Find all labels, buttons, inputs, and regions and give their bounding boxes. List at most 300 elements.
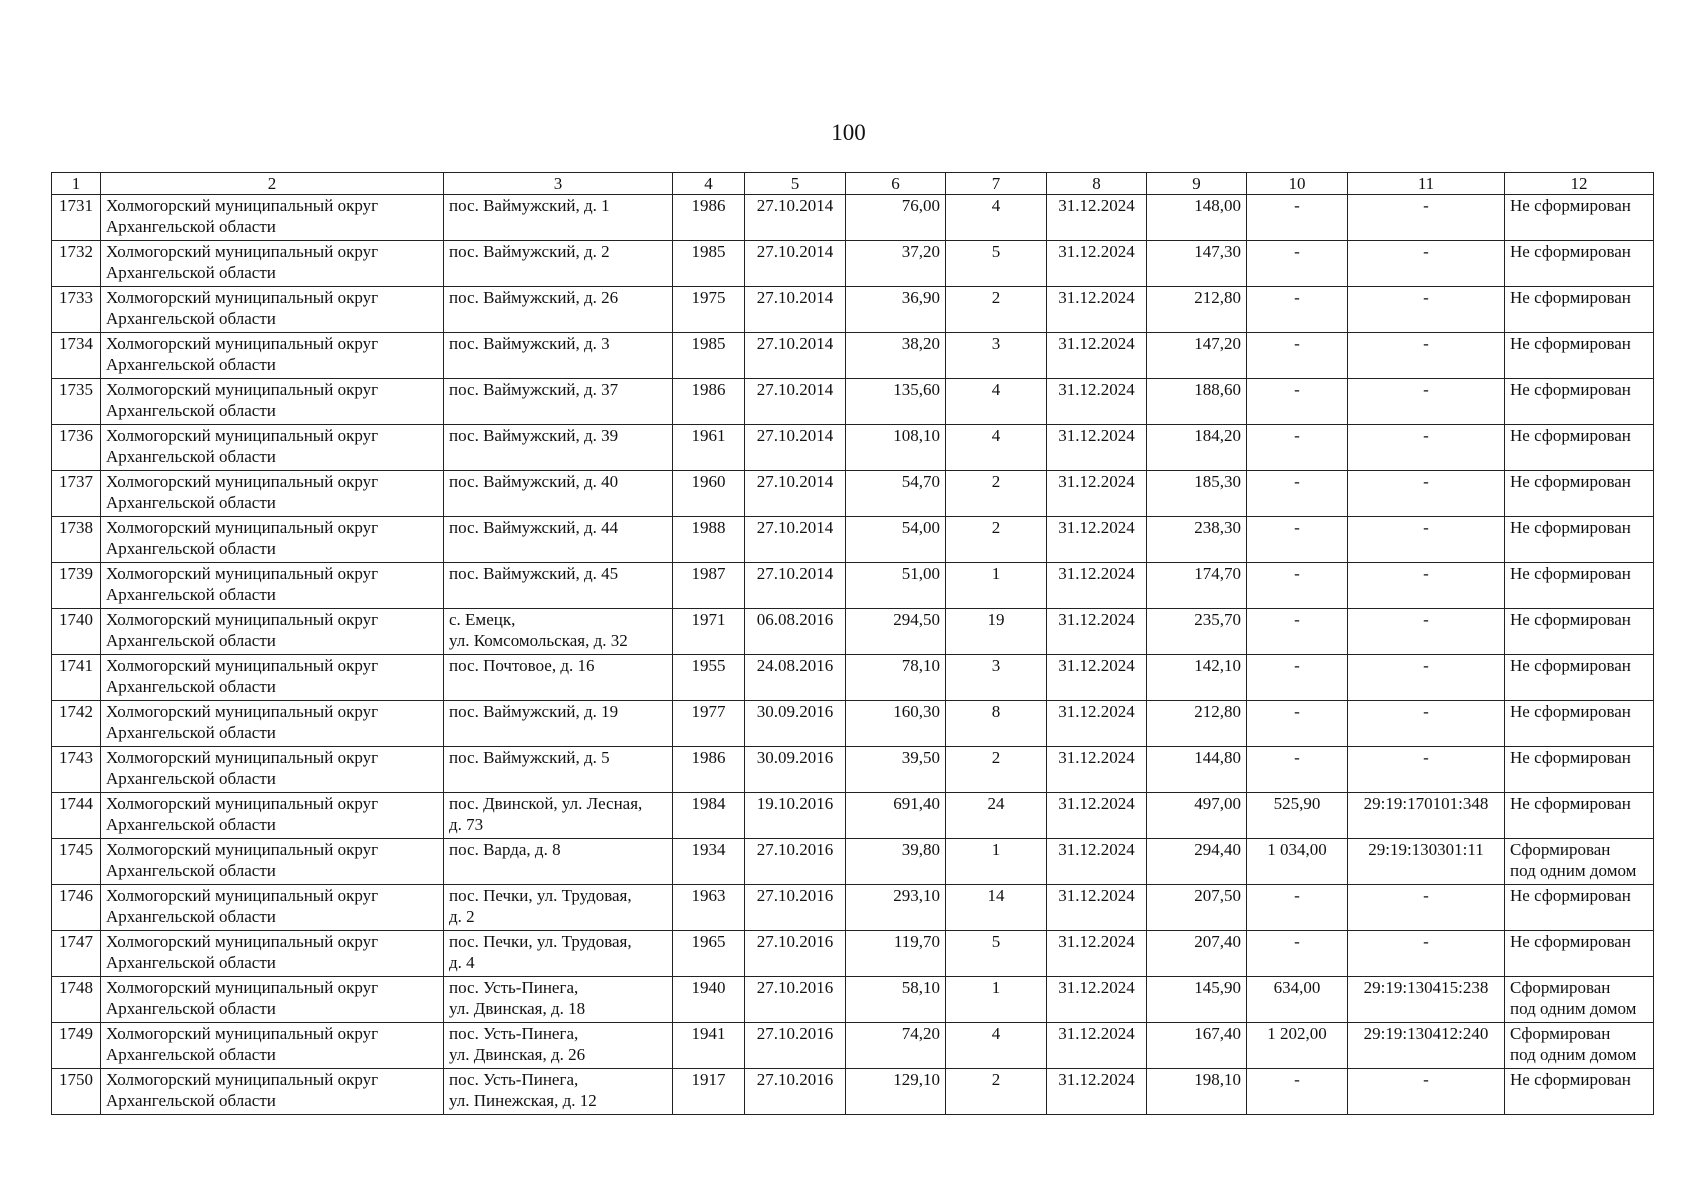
municipality-cell xyxy=(101,287,444,333)
date-cell: 27.10.2014 xyxy=(745,517,846,563)
value9-cell: 147,30 xyxy=(1147,241,1247,287)
municipality-cell xyxy=(101,977,444,1023)
year-cell: 1961 xyxy=(673,425,745,471)
status-cell-line: Не сформирован xyxy=(1510,380,1631,399)
row-number: 1743 xyxy=(52,747,101,793)
address-cell-line: пос. Ваймужский, д. 5 xyxy=(449,748,610,767)
area-cell: 51,00 xyxy=(846,563,946,609)
date-cell: 27.10.2014 xyxy=(745,425,846,471)
row-number: 1748 xyxy=(52,977,101,1023)
address-cell xyxy=(444,425,673,471)
cadastral-cell: - xyxy=(1348,241,1505,287)
deadline-cell: 31.12.2024 xyxy=(1047,241,1147,287)
municipality-cell-line: Холмогорский муниципальный округ xyxy=(106,196,379,215)
municipality-cell-line: Холмогорский муниципальный округ xyxy=(106,1024,379,1043)
status-cell-line: Не сформирован xyxy=(1510,518,1631,537)
municipality-cell-line: Холмогорский муниципальный округ xyxy=(106,518,379,537)
value9-cell: 185,30 xyxy=(1147,471,1247,517)
row-number: 1741 xyxy=(52,655,101,701)
value9-cell: 174,70 xyxy=(1147,563,1247,609)
municipality-cell-line: Архангельской области xyxy=(106,585,276,604)
municipality-cell-line: Холмогорский муниципальный округ xyxy=(106,426,379,445)
column-header-6: 6 xyxy=(846,173,946,195)
status-cell xyxy=(1505,425,1654,471)
cadastral-cell: 29:19:170101:348 xyxy=(1348,793,1505,839)
status-cell-line: Не сформирован xyxy=(1510,564,1631,583)
status-cell-line: Не сформирован xyxy=(1510,242,1631,261)
cadastral-cell: - xyxy=(1348,425,1505,471)
date-cell: 27.10.2014 xyxy=(745,287,846,333)
year-cell: 1987 xyxy=(673,563,745,609)
deadline-cell: 31.12.2024 xyxy=(1047,563,1147,609)
value9-cell: 188,60 xyxy=(1147,379,1247,425)
value10-cell: - xyxy=(1247,241,1348,287)
municipality-cell-line: Архангельской области xyxy=(106,953,276,972)
municipality-cell-line: Архангельской области xyxy=(106,815,276,834)
area-cell: 78,10 xyxy=(846,655,946,701)
count-cell: 14 xyxy=(946,885,1047,931)
value9-cell: 144,80 xyxy=(1147,747,1247,793)
deadline-cell: 31.12.2024 xyxy=(1047,977,1147,1023)
municipality-cell xyxy=(101,931,444,977)
year-cell: 1934 xyxy=(673,839,745,885)
date-cell: 27.10.2016 xyxy=(745,977,846,1023)
deadline-cell: 31.12.2024 xyxy=(1047,471,1147,517)
address-cell xyxy=(444,241,673,287)
address-cell xyxy=(444,1069,673,1115)
status-cell-line: под одним домом xyxy=(1510,999,1637,1018)
cadastral-cell: - xyxy=(1348,287,1505,333)
table-body xyxy=(52,195,1654,1115)
address-cell xyxy=(444,747,673,793)
address-cell-line: пос. Ваймужский, д. 40 xyxy=(449,472,619,491)
area-cell: 37,20 xyxy=(846,241,946,287)
municipality-cell-line: Холмогорский муниципальный округ xyxy=(106,886,379,905)
count-cell: 5 xyxy=(946,931,1047,977)
year-cell: 1955 xyxy=(673,655,745,701)
municipality-cell-line: Архангельской области xyxy=(106,861,276,880)
area-cell: 58,10 xyxy=(846,977,946,1023)
value10-cell: - xyxy=(1247,931,1348,977)
value9-cell: 235,70 xyxy=(1147,609,1247,655)
status-cell-line: Сформирован xyxy=(1510,1024,1611,1043)
year-cell: 1941 xyxy=(673,1023,745,1069)
value9-cell: 212,80 xyxy=(1147,701,1247,747)
municipality-cell-line: Архангельской области xyxy=(106,447,276,466)
table-row xyxy=(52,517,1654,563)
count-cell: 1 xyxy=(946,839,1047,885)
status-cell xyxy=(1505,517,1654,563)
value10-cell: 634,00 xyxy=(1247,977,1348,1023)
cadastral-cell: - xyxy=(1348,701,1505,747)
value9-cell: 294,40 xyxy=(1147,839,1247,885)
date-cell: 27.10.2014 xyxy=(745,379,846,425)
deadline-cell: 31.12.2024 xyxy=(1047,747,1147,793)
cadastral-cell: - xyxy=(1348,471,1505,517)
year-cell: 1960 xyxy=(673,471,745,517)
value10-cell: - xyxy=(1247,379,1348,425)
status-cell-line: Не сформирован xyxy=(1510,886,1631,905)
address-cell-line: пос. Ваймужский, д. 37 xyxy=(449,380,619,399)
municipality-cell-line: Холмогорский муниципальный округ xyxy=(106,1070,379,1089)
cadastral-cell: - xyxy=(1348,379,1505,425)
status-cell xyxy=(1505,885,1654,931)
address-cell xyxy=(444,379,673,425)
cadastral-cell: - xyxy=(1348,931,1505,977)
municipality-cell-line: Архангельской области xyxy=(106,309,276,328)
address-cell xyxy=(444,563,673,609)
address-cell-line: пос. Ваймужский, д. 3 xyxy=(449,334,610,353)
municipality-cell-line: Архангельской области xyxy=(106,999,276,1018)
municipality-cell xyxy=(101,195,444,241)
column-header-12: 12 xyxy=(1505,173,1654,195)
address-cell-line: пос. Усть-Пинега, xyxy=(449,978,579,997)
column-header-5: 5 xyxy=(745,173,846,195)
municipality-cell-line: Архангельской области xyxy=(106,493,276,512)
table-row xyxy=(52,425,1654,471)
value9-cell: 167,40 xyxy=(1147,1023,1247,1069)
municipality-cell xyxy=(101,563,444,609)
status-cell-line: под одним домом xyxy=(1510,861,1637,880)
row-number: 1742 xyxy=(52,701,101,747)
address-cell xyxy=(444,931,673,977)
column-header-10: 10 xyxy=(1247,173,1348,195)
year-cell: 1917 xyxy=(673,1069,745,1115)
date-cell: 27.10.2016 xyxy=(745,1023,846,1069)
column-header-11: 11 xyxy=(1348,173,1505,195)
cadastral-cell: - xyxy=(1348,747,1505,793)
deadline-cell: 31.12.2024 xyxy=(1047,1023,1147,1069)
column-header-4: 4 xyxy=(673,173,745,195)
area-cell: 76,00 xyxy=(846,195,946,241)
municipality-cell xyxy=(101,747,444,793)
area-cell: 38,20 xyxy=(846,333,946,379)
municipality-cell-line: Холмогорский муниципальный округ xyxy=(106,242,379,261)
date-cell: 27.10.2014 xyxy=(745,471,846,517)
address-cell xyxy=(444,471,673,517)
municipality-cell xyxy=(101,425,444,471)
address-cell-line: пос. Ваймужский, д. 19 xyxy=(449,702,619,721)
year-cell: 1985 xyxy=(673,241,745,287)
municipality-cell-line: Архангельской области xyxy=(106,907,276,926)
row-number: 1738 xyxy=(52,517,101,563)
municipality-cell xyxy=(101,379,444,425)
area-cell: 691,40 xyxy=(846,793,946,839)
cadastral-cell: 29:19:130412:240 xyxy=(1348,1023,1505,1069)
value10-cell: - xyxy=(1247,425,1348,471)
deadline-cell: 31.12.2024 xyxy=(1047,701,1147,747)
value10-cell: 1 202,00 xyxy=(1247,1023,1348,1069)
date-cell: 30.09.2016 xyxy=(745,701,846,747)
area-cell: 160,30 xyxy=(846,701,946,747)
value9-cell: 148,00 xyxy=(1147,195,1247,241)
year-cell: 1963 xyxy=(673,885,745,931)
status-cell xyxy=(1505,379,1654,425)
municipality-cell xyxy=(101,655,444,701)
value10-cell: 1 034,00 xyxy=(1247,839,1348,885)
municipality-cell xyxy=(101,885,444,931)
date-cell: 27.10.2016 xyxy=(745,931,846,977)
table-row xyxy=(52,471,1654,517)
municipality-cell-line: Архангельской области xyxy=(106,355,276,374)
area-cell: 119,70 xyxy=(846,931,946,977)
municipality-cell-line: Холмогорский муниципальный округ xyxy=(106,702,379,721)
address-cell-line: пос. Ваймужский, д. 26 xyxy=(449,288,619,307)
deadline-cell: 31.12.2024 xyxy=(1047,793,1147,839)
date-cell: 27.10.2016 xyxy=(745,885,846,931)
status-cell xyxy=(1505,195,1654,241)
table-row xyxy=(52,977,1654,1023)
value9-cell: 184,20 xyxy=(1147,425,1247,471)
column-header-3: 3 xyxy=(444,173,673,195)
municipality-cell-line: Архангельской области xyxy=(106,631,276,650)
status-cell-line: Не сформирован xyxy=(1510,1070,1631,1089)
area-cell: 54,70 xyxy=(846,471,946,517)
area-cell: 39,80 xyxy=(846,839,946,885)
municipality-cell-line: Холмогорский муниципальный округ xyxy=(106,932,379,951)
table-row xyxy=(52,287,1654,333)
table-row xyxy=(52,747,1654,793)
address-cell xyxy=(444,609,673,655)
address-cell-line: ул. Двинская, д. 26 xyxy=(449,1045,586,1064)
count-cell: 2 xyxy=(946,471,1047,517)
municipality-cell xyxy=(101,793,444,839)
deadline-cell: 31.12.2024 xyxy=(1047,931,1147,977)
municipality-cell-line: Холмогорский муниципальный округ xyxy=(106,978,379,997)
municipality-cell-line: Холмогорский муниципальный округ xyxy=(106,610,379,629)
date-cell: 30.09.2016 xyxy=(745,747,846,793)
municipality-cell-line: Архангельской области xyxy=(106,1091,276,1110)
column-number-row xyxy=(52,173,1654,195)
status-cell-line: Не сформирован xyxy=(1510,334,1631,353)
area-cell: 74,20 xyxy=(846,1023,946,1069)
address-cell-line: пос. Двинской, ул. Лесная, xyxy=(449,794,643,813)
municipality-cell xyxy=(101,1069,444,1115)
table-row xyxy=(52,701,1654,747)
value10-cell: - xyxy=(1247,471,1348,517)
municipality-cell-line: Архангельской области xyxy=(106,539,276,558)
area-cell: 54,00 xyxy=(846,517,946,563)
value9-cell: 497,00 xyxy=(1147,793,1247,839)
year-cell: 1971 xyxy=(673,609,745,655)
status-cell-line: Не сформирован xyxy=(1510,196,1631,215)
municipality-cell xyxy=(101,609,444,655)
year-cell: 1986 xyxy=(673,747,745,793)
cadastral-cell: - xyxy=(1348,885,1505,931)
table-row xyxy=(52,793,1654,839)
status-cell xyxy=(1505,471,1654,517)
municipality-cell-line: Холмогорский муниципальный округ xyxy=(106,840,379,859)
value10-cell: - xyxy=(1247,287,1348,333)
date-cell: 06.08.2016 xyxy=(745,609,846,655)
municipality-cell-line: Архангельской области xyxy=(106,401,276,420)
year-cell: 1984 xyxy=(673,793,745,839)
cadastral-cell: 29:19:130415:238 xyxy=(1348,977,1505,1023)
year-cell: 1988 xyxy=(673,517,745,563)
municipality-cell-line: Архангельской области xyxy=(106,263,276,282)
deadline-cell: 31.12.2024 xyxy=(1047,885,1147,931)
row-number: 1745 xyxy=(52,839,101,885)
cadastral-cell: - xyxy=(1348,517,1505,563)
registry-table xyxy=(51,172,1654,1115)
count-cell: 1 xyxy=(946,977,1047,1023)
status-cell xyxy=(1505,1023,1654,1069)
column-header-7: 7 xyxy=(946,173,1047,195)
status-cell xyxy=(1505,977,1654,1023)
value9-cell: 198,10 xyxy=(1147,1069,1247,1115)
address-cell xyxy=(444,333,673,379)
table-row xyxy=(52,655,1654,701)
address-cell-line: д. 2 xyxy=(449,907,475,926)
municipality-cell-line: Холмогорский муниципальный округ xyxy=(106,334,379,353)
address-cell-line: пос. Почтовое, д. 16 xyxy=(449,656,595,675)
address-cell xyxy=(444,885,673,931)
row-number: 1734 xyxy=(52,333,101,379)
count-cell: 19 xyxy=(946,609,1047,655)
address-cell-line: д. 4 xyxy=(449,953,475,972)
row-number: 1739 xyxy=(52,563,101,609)
column-header-2: 2 xyxy=(101,173,444,195)
year-cell: 1986 xyxy=(673,379,745,425)
deadline-cell: 31.12.2024 xyxy=(1047,839,1147,885)
table-row xyxy=(52,931,1654,977)
date-cell: 27.10.2014 xyxy=(745,563,846,609)
column-header-1: 1 xyxy=(52,173,101,195)
municipality-cell-line: Холмогорский муниципальный округ xyxy=(106,288,379,307)
status-cell-line: Не сформирован xyxy=(1510,426,1631,445)
municipality-cell xyxy=(101,471,444,517)
municipality-cell xyxy=(101,241,444,287)
row-number: 1735 xyxy=(52,379,101,425)
row-number: 1733 xyxy=(52,287,101,333)
row-number: 1732 xyxy=(52,241,101,287)
count-cell: 2 xyxy=(946,747,1047,793)
status-cell-line: Не сформирован xyxy=(1510,288,1631,307)
address-cell-line: ул. Пинежская, д. 12 xyxy=(449,1091,597,1110)
count-cell: 4 xyxy=(946,425,1047,471)
deadline-cell: 31.12.2024 xyxy=(1047,379,1147,425)
count-cell: 4 xyxy=(946,379,1047,425)
cadastral-cell: - xyxy=(1348,333,1505,379)
year-cell: 1977 xyxy=(673,701,745,747)
municipality-cell-line: Архангельской области xyxy=(106,677,276,696)
status-cell-line: Не сформирован xyxy=(1510,656,1631,675)
date-cell: 27.10.2014 xyxy=(745,333,846,379)
table-row xyxy=(52,609,1654,655)
municipality-cell-line: Архангельской области xyxy=(106,217,276,236)
address-cell-line: пос. Ваймужский, д. 1 xyxy=(449,196,610,215)
count-cell: 3 xyxy=(946,333,1047,379)
cadastral-cell: - xyxy=(1348,1069,1505,1115)
address-cell xyxy=(444,793,673,839)
date-cell: 27.10.2016 xyxy=(745,839,846,885)
table-row xyxy=(52,241,1654,287)
status-cell-line: Не сформирован xyxy=(1510,932,1631,951)
column-header-9: 9 xyxy=(1147,173,1247,195)
status-cell xyxy=(1505,333,1654,379)
municipality-cell-line: Архангельской области xyxy=(106,1045,276,1064)
address-cell-line: с. Емецк, xyxy=(449,610,516,629)
deadline-cell: 31.12.2024 xyxy=(1047,609,1147,655)
year-cell: 1965 xyxy=(673,931,745,977)
row-number: 1749 xyxy=(52,1023,101,1069)
cadastral-cell: - xyxy=(1348,563,1505,609)
table-row xyxy=(52,839,1654,885)
column-header-8: 8 xyxy=(1047,173,1147,195)
row-number: 1731 xyxy=(52,195,101,241)
status-cell xyxy=(1505,241,1654,287)
address-cell xyxy=(444,701,673,747)
table-row xyxy=(52,333,1654,379)
status-cell-line: Сформирован xyxy=(1510,978,1611,997)
address-cell-line: д. 73 xyxy=(449,815,484,834)
value9-cell: 212,80 xyxy=(1147,287,1247,333)
area-cell: 39,50 xyxy=(846,747,946,793)
area-cell: 293,10 xyxy=(846,885,946,931)
area-cell: 135,60 xyxy=(846,379,946,425)
municipality-cell-line: Холмогорский муниципальный округ xyxy=(106,472,379,491)
count-cell: 4 xyxy=(946,1023,1047,1069)
table-row xyxy=(52,885,1654,931)
table-row xyxy=(52,195,1654,241)
cadastral-cell: - xyxy=(1348,609,1505,655)
address-cell xyxy=(444,195,673,241)
address-cell-line: ул. Двинская, д. 18 xyxy=(449,999,586,1018)
area-cell: 108,10 xyxy=(846,425,946,471)
table-row xyxy=(52,1023,1654,1069)
value9-cell: 142,10 xyxy=(1147,655,1247,701)
municipality-cell xyxy=(101,1023,444,1069)
count-cell: 24 xyxy=(946,793,1047,839)
table-row xyxy=(52,1069,1654,1115)
count-cell: 2 xyxy=(946,287,1047,333)
value9-cell: 145,90 xyxy=(1147,977,1247,1023)
row-number: 1737 xyxy=(52,471,101,517)
deadline-cell: 31.12.2024 xyxy=(1047,287,1147,333)
municipality-cell xyxy=(101,333,444,379)
year-cell: 1940 xyxy=(673,977,745,1023)
address-cell-line: пос. Печки, ул. Трудовая, xyxy=(449,932,632,951)
value10-cell: - xyxy=(1247,1069,1348,1115)
status-cell xyxy=(1505,287,1654,333)
date-cell: 19.10.2016 xyxy=(745,793,846,839)
address-cell xyxy=(444,977,673,1023)
value9-cell: 147,20 xyxy=(1147,333,1247,379)
status-cell xyxy=(1505,563,1654,609)
address-cell-line: пос. Усть-Пинега, xyxy=(449,1070,579,1089)
value10-cell: - xyxy=(1247,747,1348,793)
page-number: 100 xyxy=(831,120,866,145)
table-row xyxy=(52,379,1654,425)
count-cell: 2 xyxy=(946,517,1047,563)
date-cell: 27.10.2016 xyxy=(745,1069,846,1115)
address-cell-line: пос. Ваймужский, д. 2 xyxy=(449,242,610,261)
value10-cell: - xyxy=(1247,655,1348,701)
status-cell xyxy=(1505,609,1654,655)
value9-cell: 207,40 xyxy=(1147,931,1247,977)
row-number: 1747 xyxy=(52,931,101,977)
municipality-cell-line: Холмогорский муниципальный округ xyxy=(106,794,379,813)
count-cell: 5 xyxy=(946,241,1047,287)
cadastral-cell: - xyxy=(1348,655,1505,701)
status-cell xyxy=(1505,1069,1654,1115)
date-cell: 24.08.2016 xyxy=(745,655,846,701)
address-cell xyxy=(444,517,673,563)
year-cell: 1975 xyxy=(673,287,745,333)
value10-cell: - xyxy=(1247,701,1348,747)
table-row xyxy=(52,563,1654,609)
municipality-cell-line: Холмогорский муниципальный округ xyxy=(106,656,379,675)
